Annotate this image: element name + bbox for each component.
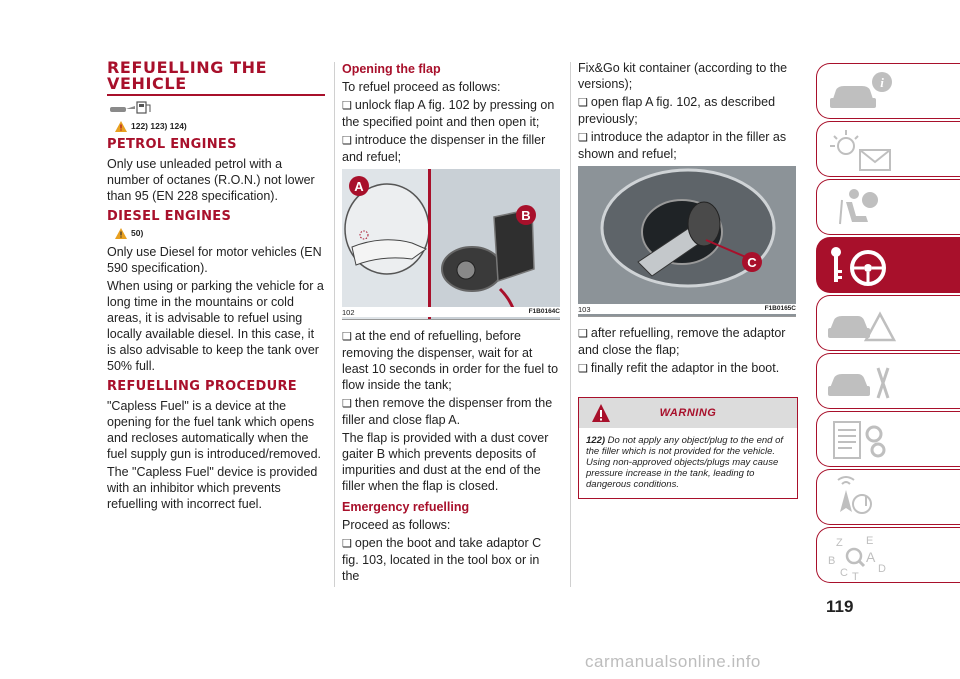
bullet-item: ❑ open the boot and take adaptor C fig. 103, located in the tool box or in the: [342, 535, 560, 584]
fuel-flap-illustration: [342, 169, 560, 319]
procedure-text-1: "Capless Fuel" is a device at the opening for the fuel tank which opens and recloses automatically when the fuel supply gun is introduced/removed.: [107, 398, 322, 461]
bullet-item: ❑ introduce the dispenser in the filler and refuel;: [342, 132, 560, 165]
key-steering-wheel-icon: [822, 242, 902, 290]
figure-code: F1B0164C: [528, 308, 560, 315]
technical-data-icon: [822, 416, 902, 464]
tab-technical-data[interactable]: [816, 411, 960, 467]
seat-airbag-icon: [822, 184, 902, 232]
opening-flap-heading: Opening the flap: [342, 62, 441, 76]
car-emergency-icon: [822, 300, 902, 348]
tab-warning-lights[interactable]: [816, 121, 960, 177]
tab-maintenance[interactable]: [816, 353, 960, 409]
figure-102: [342, 169, 560, 320]
section-title: REFUELLING THE VEHICLE: [107, 58, 268, 93]
figure-103: [578, 166, 796, 317]
index-letter: D: [878, 563, 886, 575]
bullet-item: ❑ at the end of refuelling, before removing the dispenser, wait for at least 10 seconds in order for the fuel to flow inside the tank;: [342, 328, 560, 393]
warning-refs: 122) 123) 124): [131, 121, 187, 131]
opening-intro: To refuel proceed as follows:: [342, 80, 501, 94]
fuel-pump-icon: [109, 100, 325, 119]
diesel-text-2: When using or parking the vehicle for a long time in the mountains or cold areas, it is advisable to refuel using locally available diesel. In this case, it is also advisable to keep the tank over 50% full.: [107, 278, 324, 373]
tab-knowing-your-car[interactable]: [816, 63, 960, 119]
petrol-engines-heading: PETROL ENGINES: [107, 136, 237, 152]
warning-header: [579, 398, 797, 428]
column-divider: [334, 62, 335, 587]
column-3: [578, 60, 798, 499]
tab-multimedia[interactable]: [816, 469, 960, 525]
procedure-text-2: The "Capless Fuel" device is provided with an inhibitor which prevents refuelling with incorrect fuel.: [107, 464, 318, 511]
column-1: [107, 60, 325, 514]
dust-cover-text: The flap is provided with a dust cover gaiter B which prevents deposits of impurities and dust at the end of the filler when the flap is closed.: [342, 431, 549, 493]
column-divider: [570, 62, 571, 587]
index-letter: C: [840, 567, 848, 579]
figure-number: 103: [578, 305, 591, 314]
title-underline: [107, 94, 325, 96]
tab-safety[interactable]: [816, 179, 960, 235]
car-info-icon: [822, 68, 902, 116]
bullet-item: ❑ after refuelling, remove the adaptor and close the flap;: [578, 325, 798, 358]
warning-box: [578, 397, 798, 499]
petrol-text: Only use unleaded petrol with a number of octanes (R.O.N.) not lower than 95 (EN 228 specification).: [107, 156, 315, 203]
index-letter: T: [852, 571, 859, 580]
index-abc-icon: [822, 532, 902, 580]
diesel-engines-heading: DIESEL ENGINES: [107, 208, 232, 224]
index-letter: Z: [836, 537, 843, 549]
figure-number: 102: [342, 308, 355, 317]
refuelling-procedure-heading: REFUELLING PROCEDURE: [107, 378, 297, 394]
bullet-item: ❑ then remove the dispenser from the filler and close flap A.: [342, 395, 560, 428]
warning-ref: 122): [586, 435, 606, 446]
label-a: A: [354, 179, 364, 194]
emergency-refuelling-heading: Emergency refuelling: [342, 500, 470, 514]
caution-refs: 50): [131, 228, 144, 238]
figure-code: F1B0165C: [764, 305, 796, 312]
caution-triangle-icon: [115, 228, 127, 239]
warning-triangle-icon: [115, 121, 127, 132]
tab-starting-driving[interactable]: [816, 237, 960, 293]
bullet-item: ❑ open flap A fig. 102, as described previously;: [578, 94, 798, 127]
index-letter: E: [866, 535, 874, 547]
bullet-item: ❑ introduce the adaptor in the filler as shown and refuel;: [578, 129, 798, 162]
index-letter: B: [828, 555, 836, 567]
label-b: B: [521, 208, 531, 223]
bullet-item: ❑ finally refit the adaptor in the boot.: [578, 360, 798, 377]
warning-title: WARNING: [659, 407, 717, 419]
diesel-text-1: Only use Diesel for motor vehicles (EN 590 specification).: [107, 244, 322, 275]
svg-text:i: i: [880, 75, 884, 90]
watermark: carmanualsonline.info: [585, 652, 761, 671]
fuel-adaptor-illustration: [578, 166, 796, 316]
car-maintenance-icon: [822, 358, 902, 406]
label-c: C: [747, 255, 757, 270]
index-letter: A: [866, 549, 876, 565]
tab-emergency[interactable]: [816, 295, 960, 351]
tab-index[interactable]: [816, 527, 960, 583]
warning-lights-message-icon: [822, 126, 902, 174]
warning-text: Do not apply any object/plug to the end of the filler which is not provided for the vehicle. Using non-approved objects/plugs may cause pressure increase in the tank, leading to dangerous conditions.: [586, 435, 784, 490]
continued-text: Fix&Go kit container (according to the versions);: [578, 61, 788, 91]
multimedia-icon: [822, 474, 902, 522]
bullet-item: ❑ unlock flap A fig. 102 by pressing on the specified point and then open it;: [342, 97, 560, 130]
page-number: 119: [826, 597, 854, 616]
column-2: [342, 60, 560, 586]
emergency-intro: Proceed as follows:: [342, 518, 451, 532]
